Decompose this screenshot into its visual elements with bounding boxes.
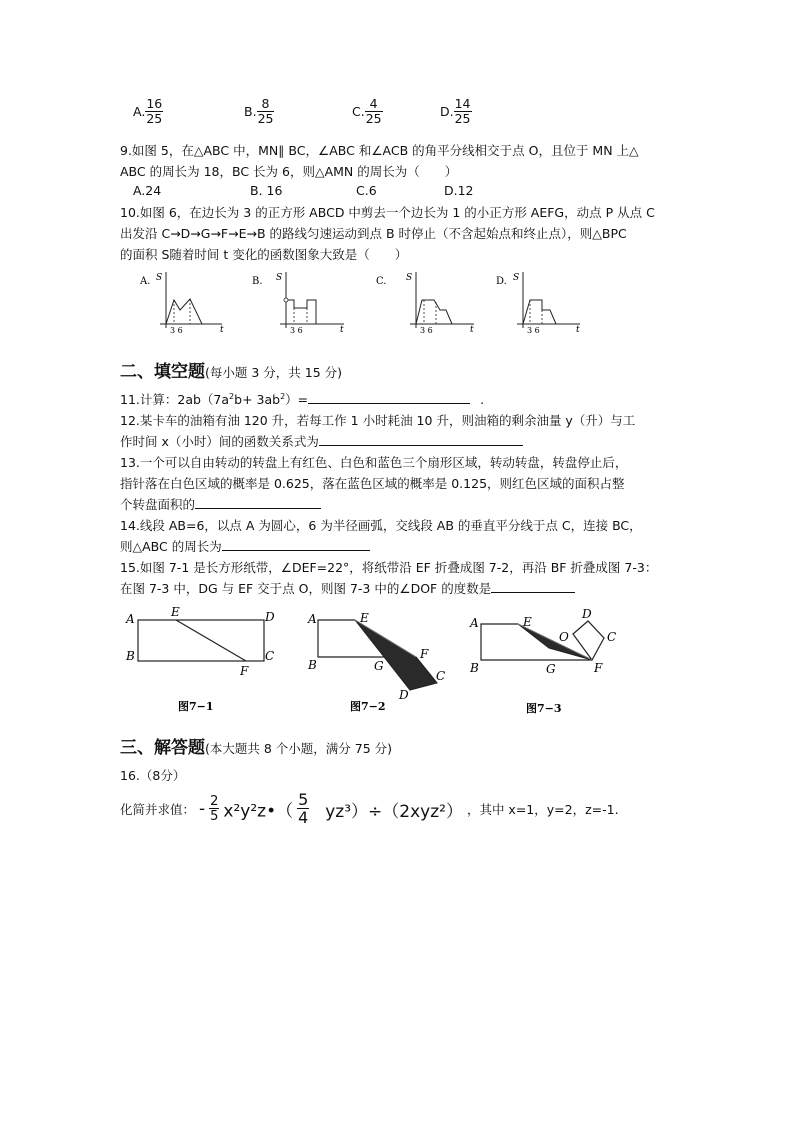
fig1-label-e: E bbox=[171, 605, 180, 619]
q11-line: 11.计算：$2ab(7a^2b+ 3ab^2)=$ . bbox=[120, 391, 485, 407]
q13-line3: 个转盘面积的 bbox=[120, 495, 321, 513]
fig2-label-f: F bbox=[420, 647, 429, 661]
fig2-label-c: C bbox=[436, 669, 446, 683]
q8-option-b: B. $\frac{8}{25}$ bbox=[244, 96, 274, 126]
q9-option-b: B. 16 bbox=[250, 183, 283, 198]
graph-b-curve bbox=[286, 300, 316, 324]
q9-option-d: D.12 bbox=[444, 183, 474, 198]
q16-fraction-2: $\frac{5}{4}$ bbox=[298, 790, 309, 827]
graph-b-ticks: 3 6 bbox=[290, 326, 303, 335]
graph-d-s-label: S bbox=[513, 273, 520, 283]
fig2-label-b: B bbox=[308, 658, 317, 672]
figure-7-3 bbox=[469, 607, 616, 715]
section-2-heading: 二、填空题(每小题 3 分，共 15 分) bbox=[120, 362, 343, 382]
fig3-label-d: D bbox=[582, 607, 592, 621]
q8-option-c: C. $\frac{4}{25}$ bbox=[352, 96, 382, 126]
q10-line3: 的面积 S随着时间 t 变化的函数图象大致是（ ） bbox=[120, 247, 408, 262]
graph-a-ticks: 3 6 bbox=[170, 326, 183, 335]
q8-options bbox=[0, 98, 794, 138]
fig2-label-d: D bbox=[399, 688, 409, 702]
q12-answer-blank[interactable] bbox=[319, 433, 523, 446]
fig3-label-f: F bbox=[594, 661, 603, 675]
figure-7-2 bbox=[307, 611, 445, 713]
fig1-label-f: F bbox=[240, 664, 249, 678]
graph-a-letter: A. bbox=[140, 276, 151, 287]
fig1-label-c: C bbox=[265, 649, 275, 663]
fig1-caption: 图7−1 bbox=[178, 700, 214, 713]
graph-c bbox=[376, 272, 474, 335]
q8-option-a: A. $\frac{16}{25}$ bbox=[133, 96, 163, 126]
figure-7-1 bbox=[125, 605, 275, 713]
fig3-label-o: O bbox=[559, 630, 569, 644]
graph-c-curve bbox=[416, 300, 452, 324]
graph-a-s-label: S bbox=[156, 273, 163, 283]
q9-option-a: A.24 bbox=[133, 183, 162, 198]
graph-c-letter: C. bbox=[376, 276, 387, 287]
q10-line1: 10.如图 6，在边长为 3 的正方形 ABCD 中剪去一个边长为 1 的小正方形 AEFG，动点 P 从点 C bbox=[120, 205, 655, 220]
q9-line2: ABC 的周长为 18，BC 长为 6，则△AMN 的周长为（ ） bbox=[120, 164, 458, 179]
graph-a-curve bbox=[166, 299, 202, 324]
figure-7 bbox=[118, 604, 628, 722]
q9-line1: 9.如图 5，在△ABC 中，MN∥ BC，∠ABC 和∠ACB 的角平分线相交于点 O，且位于 MN 上△ bbox=[120, 143, 639, 158]
graph-c-s-label: S bbox=[406, 273, 413, 283]
graph-d-t-label: t bbox=[576, 325, 580, 335]
fig1-label-d: D bbox=[265, 610, 275, 624]
graph-b-t-label: t bbox=[340, 325, 344, 335]
q14-line2: 则△ABC 的周长为 bbox=[120, 537, 370, 555]
graph-a-t-label: t bbox=[220, 325, 224, 335]
q12-line2: 作时间 x（小时）间的函数关系式为 bbox=[120, 432, 523, 450]
graph-d-letter: D. bbox=[496, 276, 507, 287]
fig1-label-a: A bbox=[126, 612, 135, 626]
q13-answer-blank[interactable] bbox=[195, 496, 321, 509]
fig3-label-g: G bbox=[546, 662, 556, 676]
fig1-label-b: B bbox=[126, 649, 135, 663]
fig3-label-c: C bbox=[607, 630, 617, 644]
q16-header: 16.（8分） bbox=[120, 768, 186, 783]
section-3-heading: 三、解答题(本大题共 8 个小题，满分 75 分) bbox=[120, 738, 393, 758]
q9-option-c: C.6 bbox=[356, 183, 377, 198]
fig3-label-b: B bbox=[470, 661, 479, 675]
q10-graphs bbox=[130, 266, 600, 338]
q15-answer-blank[interactable] bbox=[491, 580, 575, 593]
q13-line1: 13.一个可以自由转动的转盘上有红色、白色和蓝色三个扇形区域，转动转盘，转盘停止后， bbox=[120, 455, 628, 470]
fig2-caption: 图7−2 bbox=[350, 700, 386, 713]
fig2-label-g: G bbox=[374, 659, 384, 673]
graph-a bbox=[139, 272, 224, 335]
q12-line1: 12.某卡车的油箱有油 120 升，若每工作 1 小时耗油 10 升，则油箱的剩余油量 y（升）与工 bbox=[120, 413, 636, 428]
q15-line1: 15.如图 7-1 是长方形纸带，∠DEF=22°，将纸带沿 EF 折叠成图 7-2，再沿 BF 折叠成图 7-3： bbox=[120, 560, 658, 575]
graph-d-ticks: 3 6 bbox=[527, 326, 540, 335]
q15-line2: 在图 7-3 中，DG 与 EF 交于点 O，则图 7-3 中的∠DOF 的度数是 bbox=[120, 579, 575, 597]
graph-b bbox=[252, 272, 344, 335]
graph-c-ticks: 3 6 bbox=[420, 326, 433, 335]
fig3-label-a: A bbox=[470, 616, 479, 630]
fig2-label-e: E bbox=[360, 611, 369, 625]
q16-fraction-1: $\frac{2}{5}$ bbox=[210, 794, 219, 824]
fig2-label-a: A bbox=[308, 612, 317, 626]
q16-expression: 化简并求值： - $\frac{2}{5}$ x²y²z•（ $\frac{5}{4}$ yz³）÷（2xyz²） ，其中 x=1，y=2，z=-1. bbox=[120, 790, 619, 827]
graph-d-curve bbox=[523, 300, 556, 324]
q10-line2: 出发沿 C→D→G→F→E→B 的路线匀速运动到点 B 时停止（不含起始点和终止点），则△BPC bbox=[120, 226, 627, 241]
graph-b-s-label: S bbox=[276, 273, 283, 283]
fig3-label-e: E bbox=[523, 615, 532, 629]
q11-answer-blank[interactable] bbox=[308, 391, 470, 404]
graph-d bbox=[496, 272, 580, 335]
q14-line1: 14.线段 AB=6，以点 A 为圆心，6 为半径画弧，交线段 AB 的垂直平分线于点 C，连接 BC， bbox=[120, 518, 642, 533]
q13-line2: 指针落在白色区域的概率是 0.625，落在蓝色区域的概率是 0.125，则红色区域的面积占整 bbox=[120, 476, 625, 491]
fig3-caption: 图7−3 bbox=[526, 702, 562, 715]
graph-b-letter: B. bbox=[252, 276, 263, 287]
graph-c-t-label: t bbox=[470, 325, 474, 335]
q8-option-d: D. $\frac{14}{25}$ bbox=[440, 96, 471, 126]
q14-answer-blank[interactable] bbox=[222, 538, 370, 551]
